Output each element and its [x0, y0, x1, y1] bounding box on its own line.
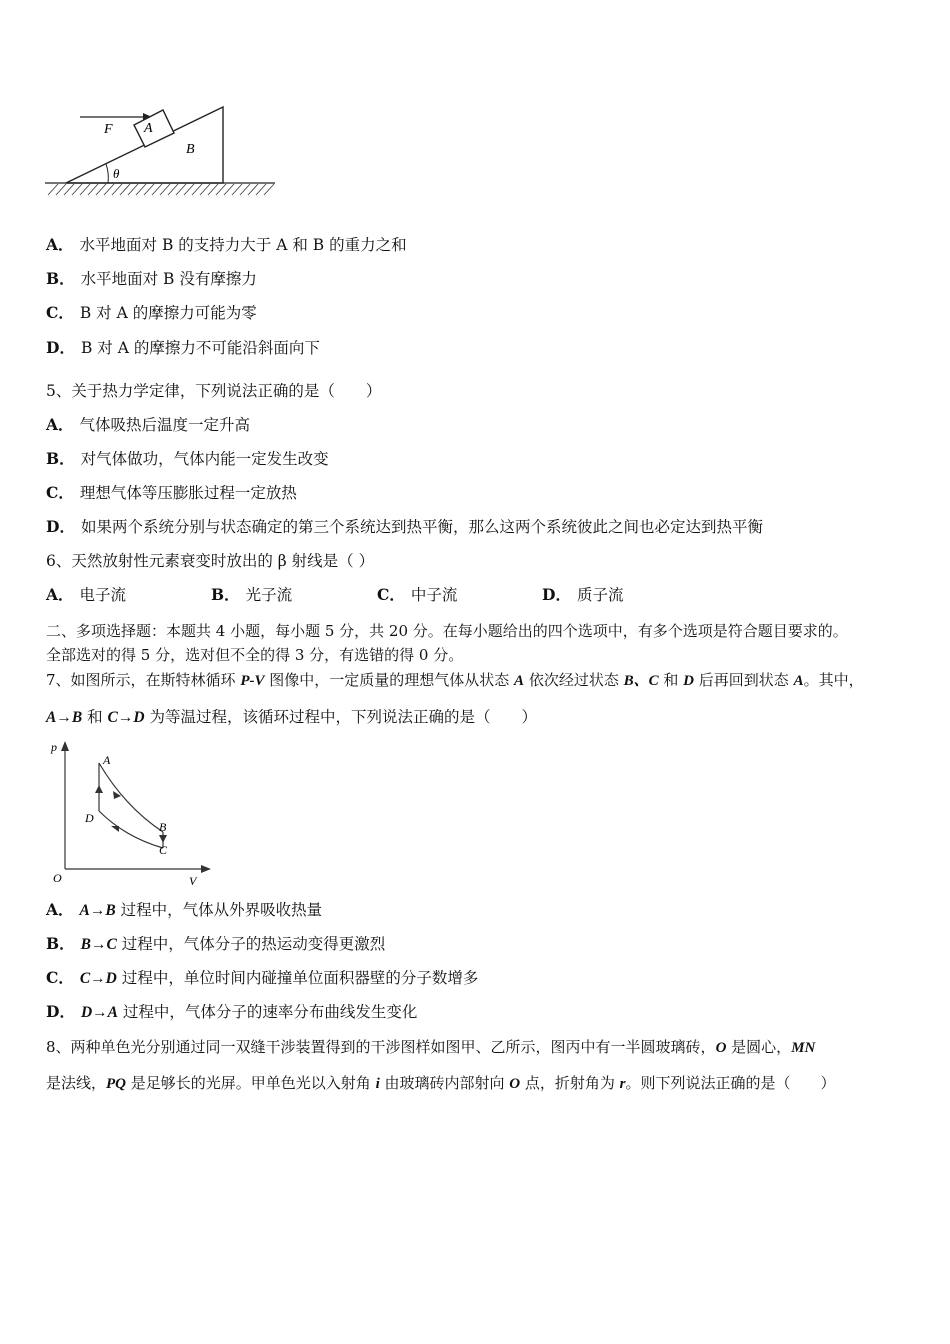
section2-line1: 二、多项选择题：本题共 4 小题，每小题 5 分，共 20 分。在每小题给出的四个选项中，有多个选项是符合题目要求的。	[46, 622, 848, 640]
text-span: 是圆心，	[726, 1038, 792, 1056]
option-text: B 对 A 的摩擦力不可能沿斜面向下	[80, 339, 320, 357]
option-label: B．	[211, 585, 240, 604]
text-span: 7、如图所示，在斯特林循环	[46, 671, 241, 689]
option-text: 过程中，单位时间内碰撞单位面积器壁的分子数增多	[116, 969, 479, 987]
q7-stem-line2	[46, 707, 537, 728]
process-label: A→B	[79, 902, 116, 919]
incline-figure	[40, 95, 285, 205]
math-span: A→B	[46, 709, 83, 726]
q6-option-b	[211, 585, 292, 605]
process-label: C→D	[79, 970, 117, 987]
option-label: A．	[46, 585, 74, 604]
text-span: 8、两种单色光分别通过同一双缝干涉装置得到的干涉图样如图甲、乙所示，图丙中有一半圆玻璃砖，	[46, 1038, 716, 1056]
option-text: 对气体做功，气体内能一定发生改变	[80, 450, 329, 468]
option-label: C．	[46, 483, 74, 502]
math-span: PQ	[106, 1076, 127, 1092]
math-span: r	[619, 1076, 626, 1092]
text-span: 是法线，	[46, 1074, 107, 1092]
option-label: D．	[542, 585, 571, 604]
arrow-b-to-c	[159, 835, 167, 843]
q5-option-d	[46, 517, 763, 537]
math-span: D	[683, 673, 695, 689]
option-label: C．	[46, 303, 74, 322]
q7-option-a	[46, 900, 322, 921]
text-span: 和	[82, 708, 108, 726]
ground-hatch	[48, 184, 274, 195]
label-a: A	[103, 753, 111, 767]
math-span: i	[375, 1076, 380, 1092]
text-span: 由玻璃砖内部射向	[379, 1074, 510, 1092]
option-label: D．	[46, 517, 75, 536]
label-f: F	[104, 122, 113, 137]
arrow-d-to-a	[95, 785, 103, 793]
option-text: 水平地面对 B 没有摩擦力	[80, 270, 257, 288]
option-text: 中子流	[410, 586, 458, 604]
math-span: O	[509, 1076, 521, 1092]
option-label: B．	[46, 934, 75, 953]
math-span: A	[514, 673, 525, 689]
q8-stem-line2	[46, 1073, 836, 1094]
math-span: P-V	[240, 673, 265, 689]
option-label: A．	[46, 415, 74, 434]
text-span: 后再回到状态	[694, 671, 794, 689]
text-span: 和	[658, 671, 684, 689]
text-span: 。其中，	[803, 671, 864, 689]
label-b: B	[159, 820, 167, 834]
q7-stem-line1	[46, 670, 864, 691]
section2-line2: 全部选对的得 5 分，选对但不全的得 3 分，有选错的得 0 分。	[46, 646, 464, 664]
option-text: 气体吸热后温度一定升高	[79, 416, 251, 434]
q5-option-c	[46, 483, 297, 503]
label-c: C	[159, 843, 168, 857]
q7-option-d	[46, 1002, 417, 1023]
option-text: 过程中，气体分子的热运动变得更激烈	[116, 935, 386, 953]
curve-a-to-b	[99, 763, 163, 832]
text-span: 依次经过状态	[524, 671, 624, 689]
q6-option-a	[46, 585, 126, 605]
option-text: B 对 A 的摩擦力可能为零	[79, 304, 257, 322]
option-label: D．	[46, 338, 75, 357]
q8-stem-line1	[46, 1037, 815, 1058]
option-label: C．	[377, 585, 405, 604]
label-v: V	[189, 874, 197, 888]
option-text: 水平地面对 B 的支持力大于 A 和 B 的重力之和	[79, 236, 407, 254]
option-text: 电子流	[79, 586, 127, 604]
q4-option-a	[46, 235, 407, 255]
option-label: B．	[46, 449, 75, 468]
math-span: A	[793, 673, 804, 689]
label-a: A	[144, 121, 153, 136]
option-label: C．	[46, 968, 74, 987]
curve-c-to-d	[99, 811, 163, 848]
math-span: B、C	[623, 673, 659, 689]
p-axis-arrow	[61, 741, 69, 751]
q4-option-b	[46, 269, 257, 289]
v-axis-arrow	[201, 865, 211, 873]
math-span: MN	[791, 1040, 816, 1056]
text-span: 。则下列说法正确的是（ ）	[625, 1074, 836, 1092]
text-span: 为等温过程，该循环过程中，下列说法正确的是（ ）	[144, 708, 538, 726]
label-o: O	[53, 871, 62, 885]
text-span: 图像中，一定质量的理想气体从状态	[264, 671, 515, 689]
option-text: 过程中，气体分子的速率分布曲线发生变化	[118, 1003, 418, 1021]
option-label: A．	[46, 900, 74, 919]
option-label: B．	[46, 269, 75, 288]
q6-option-c	[377, 585, 457, 605]
math-span: C→D	[107, 709, 145, 726]
text-span: 点，折射角为	[520, 1074, 620, 1092]
label-d: D	[85, 811, 94, 825]
option-label: A．	[46, 235, 74, 254]
label-b: B	[186, 142, 195, 157]
q6-option-d	[542, 585, 623, 605]
q4-option-d	[46, 338, 320, 358]
q5-option-a	[46, 415, 250, 435]
option-text: 理想气体等压膨胀过程一定放热	[79, 484, 297, 502]
block-a	[134, 110, 174, 147]
option-text: 如果两个系统分别与状态确定的第三个系统达到热平衡，那么这两个系统彼此之间也必定达到热平衡	[80, 518, 763, 536]
q7-option-b	[46, 934, 385, 955]
option-text: 光子流	[245, 586, 293, 604]
q7-option-c	[46, 968, 478, 989]
q5-option-b	[46, 449, 329, 469]
text-span: 是足够长的光屏。甲单色光以入射角	[126, 1074, 376, 1092]
process-label: B→C	[80, 936, 117, 953]
pv-graph	[45, 737, 220, 890]
option-text: 质子流	[576, 586, 624, 604]
q6-stem: 6、天然放射性元素衰变时放出的 β 射线是（ ）	[46, 552, 375, 570]
arrow-c-to-d	[111, 826, 119, 832]
option-text: 过程中，气体从外界吸收热量	[115, 901, 323, 919]
math-span: O	[715, 1040, 727, 1056]
label-theta: θ	[113, 166, 120, 181]
angle-arc	[106, 164, 108, 183]
q4-option-c	[46, 303, 257, 323]
process-label: D→A	[80, 1004, 118, 1021]
label-p: p	[51, 740, 57, 754]
q5-stem: 5、关于热力学定律，下列说法正确的是（ ）	[46, 382, 382, 400]
option-label: D．	[46, 1002, 75, 1021]
